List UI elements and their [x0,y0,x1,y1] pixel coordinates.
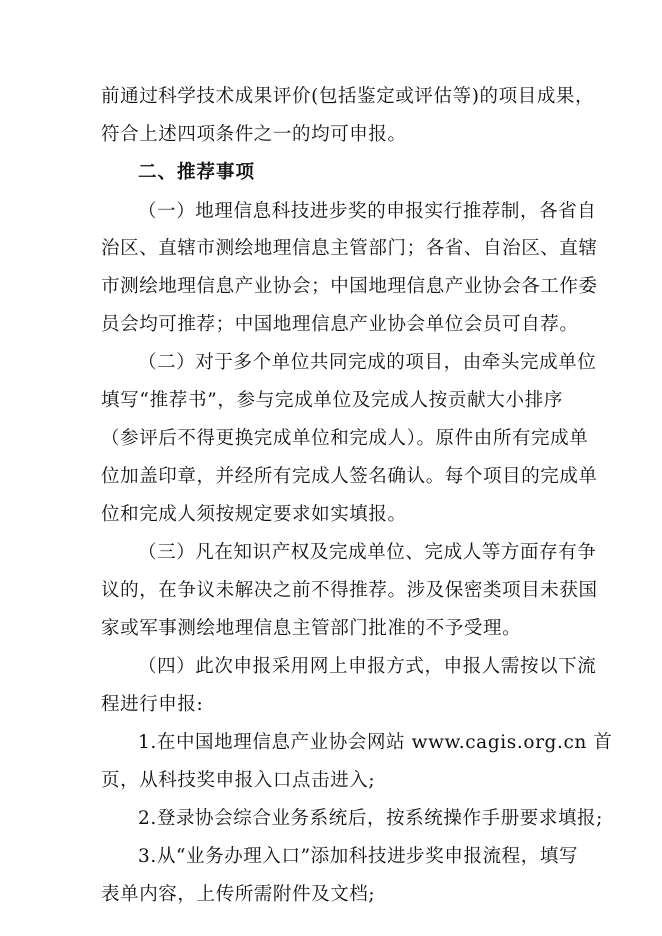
body-line: 员会均可推荐；中国地理信息产业协会单位会员可自荐。 [101,314,579,335]
body-line: 2.登录协会综合业务系统后，按系统操作手册要求填报; [138,808,603,829]
body-line: 位和完成人须按规定要求如实填报。 [101,504,407,525]
body-line: 程进行申报: [101,694,204,715]
body-line: （二）对于多个单位共同完成的项目，由牵头完成单位 [138,352,597,373]
body-line: 3.从“业务办理入口”添加科技进步奖申报流程，填写 [138,846,579,867]
section-heading: 二、推荐事项 [138,162,256,183]
body-line: （三）凡在知识产权及完成单位、完成人等方面存有争 [138,542,597,563]
body-line: 议的，在争议未解决之前不得推荐。涉及保密类项目未获国 [101,580,598,601]
body-line: 表单内容，上传所需附件及文档; [101,884,376,905]
body-line: 治区、直辖市测绘地理信息主管部门；各省、自治区、直辖 [101,238,598,259]
body-line: 家或军事测绘地理信息主管部门批准的不予受理。 [101,618,522,639]
body-line: 前通过科学技术成果评价(包括鉴定或评估等)的项目成果， [101,86,595,107]
body-line: 位加盖印章，并经所有完成人签名确认。每个项目的完成单 [101,466,598,487]
body-line: 符合上述四项条件之一的均可申报。 [101,124,407,145]
body-line: （四）此次申报采用网上申报方式，申报人需按以下流 [138,656,597,677]
body-line: 1.在中国地理信息产业协会网站 www.cagis.org.cn 首 [138,732,613,753]
body-line: 填写“推荐书”，参与完成单位及完成人按贡献大小排序 [101,390,563,411]
body-line: 市测绘地理信息产业协会；中国地理信息产业协会各工作委 [101,276,598,297]
body-line: 页，从科技奖申报入口点击进入; [101,770,376,791]
body-line: （参评后不得更换完成单位和完成人）。原件由所有完成单 [101,428,589,449]
body-line: （一）地理信息科技进步奖的申报实行推荐制，各省自 [138,201,597,222]
